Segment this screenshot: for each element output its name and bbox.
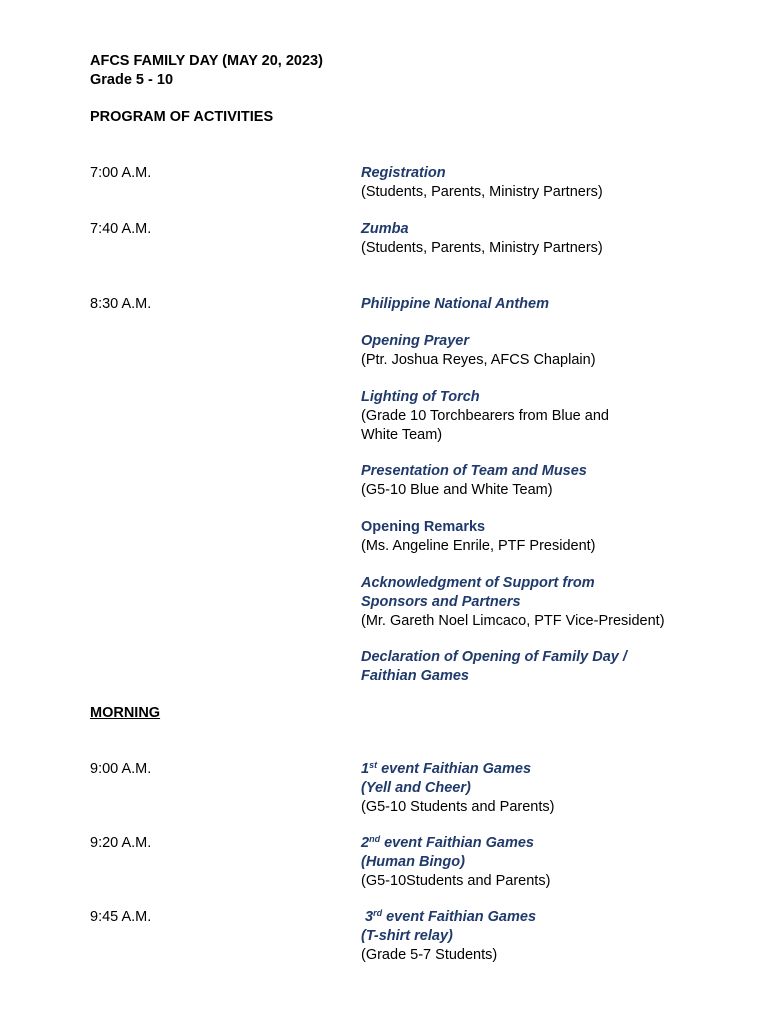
entry-desc: (Grade 10 Torchbearers from Blue and bbox=[361, 408, 609, 424]
time-event-2: 9:20 A.M. bbox=[90, 835, 152, 851]
event-subtitle: (Yell and Cheer) bbox=[361, 780, 471, 796]
event-ordinal: rd bbox=[373, 908, 383, 918]
grade-range: Grade 5 - 10 bbox=[90, 72, 174, 88]
entry-opening-remarks bbox=[361, 518, 761, 556]
time-event-1: 9:00 A.M. bbox=[90, 761, 152, 777]
entry-declaration bbox=[361, 648, 761, 686]
entry-title: Presentation of Team and Muses bbox=[361, 463, 587, 479]
entry-presentation bbox=[361, 462, 761, 500]
entry-title: Opening Prayer bbox=[361, 333, 469, 349]
document-title: AFCS FAMILY DAY (MAY 20, 2023) bbox=[90, 53, 323, 69]
entry-desc: (Ptr. Joshua Reyes, AFCS Chaplain) bbox=[361, 352, 596, 368]
entry-event-3 bbox=[361, 908, 761, 965]
event-subtitle: (T-shirt relay) bbox=[361, 928, 453, 944]
entry-lighting-of-torch bbox=[361, 388, 761, 445]
entry-title: Registration bbox=[361, 165, 446, 181]
event-ordinal: nd bbox=[369, 834, 381, 844]
entry-registration bbox=[361, 164, 761, 202]
entry-desc: (Students, Parents, Ministry Partners) bbox=[361, 240, 603, 256]
entry-desc: (Grade 5-7 Students) bbox=[361, 947, 498, 963]
entry-title-cont: Faithian Games bbox=[361, 668, 469, 684]
time-registration: 7:00 A.M. bbox=[90, 165, 152, 181]
entry-desc: (G5-10Students and Parents) bbox=[361, 873, 551, 889]
event-title-text: event Faithian Games bbox=[382, 909, 537, 925]
entry-title: Acknowledgment of Support from bbox=[361, 575, 595, 591]
time-event-3: 9:45 A.M. bbox=[90, 909, 152, 925]
entry-zumba bbox=[361, 220, 761, 258]
entry-event-2 bbox=[361, 834, 761, 891]
section-morning: MORNING bbox=[90, 705, 161, 721]
program-heading: PROGRAM OF ACTIVITIES bbox=[90, 109, 274, 125]
time-zumba: 7:40 A.M. bbox=[90, 221, 152, 237]
entry-desc: (Students, Parents, Ministry Partners) bbox=[361, 184, 603, 200]
entry-desc: (Mr. Gareth Noel Limcaco, PTF Vice-President) bbox=[361, 613, 665, 629]
time-anthem: 8:30 A.M. bbox=[90, 296, 152, 312]
event-title bbox=[361, 760, 761, 779]
entry-title: Lighting of Torch bbox=[361, 389, 480, 405]
event-number: 1 bbox=[361, 761, 370, 777]
event-subtitle: (Human Bingo) bbox=[361, 854, 465, 870]
entry-title: Opening Remarks bbox=[361, 519, 486, 535]
entry-title-cont: Sponsors and Partners bbox=[361, 594, 521, 610]
entry-desc: (Ms. Angeline Enrile, PTF President) bbox=[361, 538, 596, 554]
entry-desc-cont: White Team) bbox=[361, 427, 443, 443]
entry-opening-prayer bbox=[361, 332, 761, 370]
entry-desc: (G5-10 Blue and White Team) bbox=[361, 482, 553, 498]
event-number: 2 bbox=[361, 835, 370, 851]
event-title-text: event Faithian Games bbox=[377, 761, 532, 777]
entry-title: Zumba bbox=[361, 221, 409, 237]
entry-title: Declaration of Opening of Family Day / bbox=[361, 649, 627, 665]
event-title bbox=[361, 908, 761, 927]
entry-acknowledgment bbox=[361, 574, 761, 631]
event-ordinal: st bbox=[369, 760, 378, 770]
event-title bbox=[361, 834, 761, 853]
event-number: 3 bbox=[361, 909, 374, 925]
event-title-text: event Faithian Games bbox=[380, 835, 534, 851]
entry-anthem bbox=[361, 295, 761, 314]
entry-title: Philippine National Anthem bbox=[361, 296, 549, 312]
entry-desc: (G5-10 Students and Parents) bbox=[361, 799, 555, 815]
entry-event-1 bbox=[361, 760, 761, 817]
